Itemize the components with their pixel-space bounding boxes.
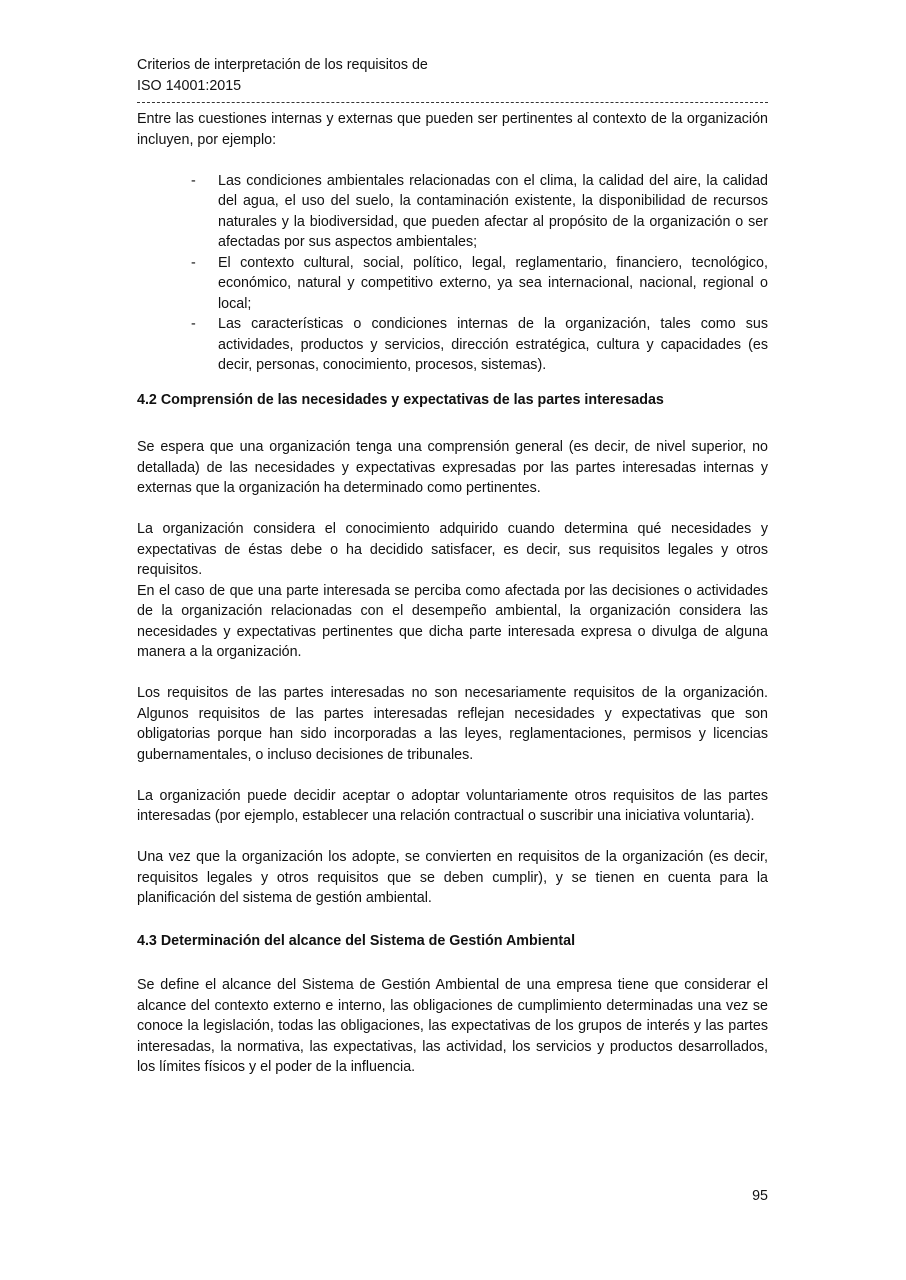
- header-title-line2: ISO 14001:2015: [137, 77, 242, 94]
- dash-bullet: -: [191, 172, 196, 189]
- dash-bullet: -: [191, 254, 196, 271]
- section-heading-4-2: 4.2 Comprensión de las necesidades y expectativas de las partes interesadas: [137, 391, 664, 408]
- list-item: [137, 253, 768, 315]
- paragraph: La organización puede decidir aceptar o adoptar voluntariamente otros requisitos de las partes interesadas (por ejemplo, establecer una relación contractual o suscribir una iniciativa voluntaria).: [137, 787, 768, 824]
- paragraph: Los requisitos de las partes interesadas no son necesariamente requisitos de la organización. Algunos requisitos de las partes interesadas reflejan necesidades y expectativas que son obligatorias porque han sido incorporadas a las leyes, reglamentaciones, permisos y licencias gubernamentales, o incluso decisiones de tribunales.: [137, 685, 768, 763]
- paragraph: Se espera que una organización tenga una comprensión general (es decir, de nivel superior, no detallada) de las necesidades y expectativas expresadas por las partes interesadas internas y externas que la organización ha determinado como pertinentes.: [137, 439, 768, 496]
- list-item: [137, 314, 768, 376]
- intro-paragraph: Entre las cuestiones internas y externas que pueden ser pertinentes al contexto de la organización incluyen, por ejemplo:: [137, 111, 768, 148]
- document-page: [137, 55, 768, 1078]
- running-header: [137, 55, 768, 96]
- paragraph: La organización considera el conocimiento adquirido cuando determina qué necesidades y expectativas de éstas debe o ha decidido satisfacer, es decir, sus requisitos legales y otros requisitos.: [137, 521, 768, 578]
- list-item: [137, 171, 768, 253]
- header-dashed-rule: [137, 102, 768, 103]
- dash-bullet: -: [191, 316, 196, 332]
- header-title-line1: Criterios de interpretación de los requisitos de: [137, 57, 428, 73]
- section-heading-4-3: 4.3 Determinación del alcance del Sistema de Gestión Ambiental: [137, 932, 576, 949]
- list-item-text: Las condiciones ambientales relacionadas con el clima, la calidad del aire, la calidad del agua, el uso del suelo, la contaminación existente, la disponibilidad de recursos naturales y la biodiversidad, que pueden afectar al propósito de la organización o ser afectadas por sus aspectos ambientales;: [218, 172, 768, 250]
- paragraph: Una vez que la organización los adopte, se convierten en requisitos de la organización (es decir, requisitos legales y otros requisitos que se deben cumplir), y se tienen en cuenta para la planificación del sistema de gestión ambiental.: [137, 849, 768, 906]
- list-item-text: El contexto cultural, social, político, legal, reglamentario, financiero, tecnológico, económico, natural y competitivo externo, ya sea internacional, nacional, regional o local;: [218, 254, 768, 312]
- page-number: 95: [752, 1188, 768, 1204]
- list-item-text: Las características o condiciones internas de la organización, tales como sus actividades, productos y servicios, dirección estratégica, cultura y capacidades (es decir, personas, conocimiento, procesos, sistemas).: [218, 316, 768, 373]
- context-issues-list: [137, 171, 768, 376]
- paragraph: En el caso de que una parte interesada se perciba como afectada por las decisiones o actividades de la organización relacionadas con el desempeño ambiental, la organización considera las necesidades y expectativas pertinentes que dicha parte interesada expresa o divulga de alguna manera a la organización.: [137, 582, 768, 660]
- paragraph: Se define el alcance del Sistema de Gestión Ambiental de una empresa tiene que considerar el alcance del contexto externo e interno, las obligaciones de cumplimiento determinadas una vez se conoce la legislación, todas las obligaciones, las expectativas de los grupos de interés y las partes interesadas, la normativa, las expectativas, las actividad, los servicios y productos desarrollados, los límites físicos y el poder de la influencia.: [137, 977, 768, 1075]
